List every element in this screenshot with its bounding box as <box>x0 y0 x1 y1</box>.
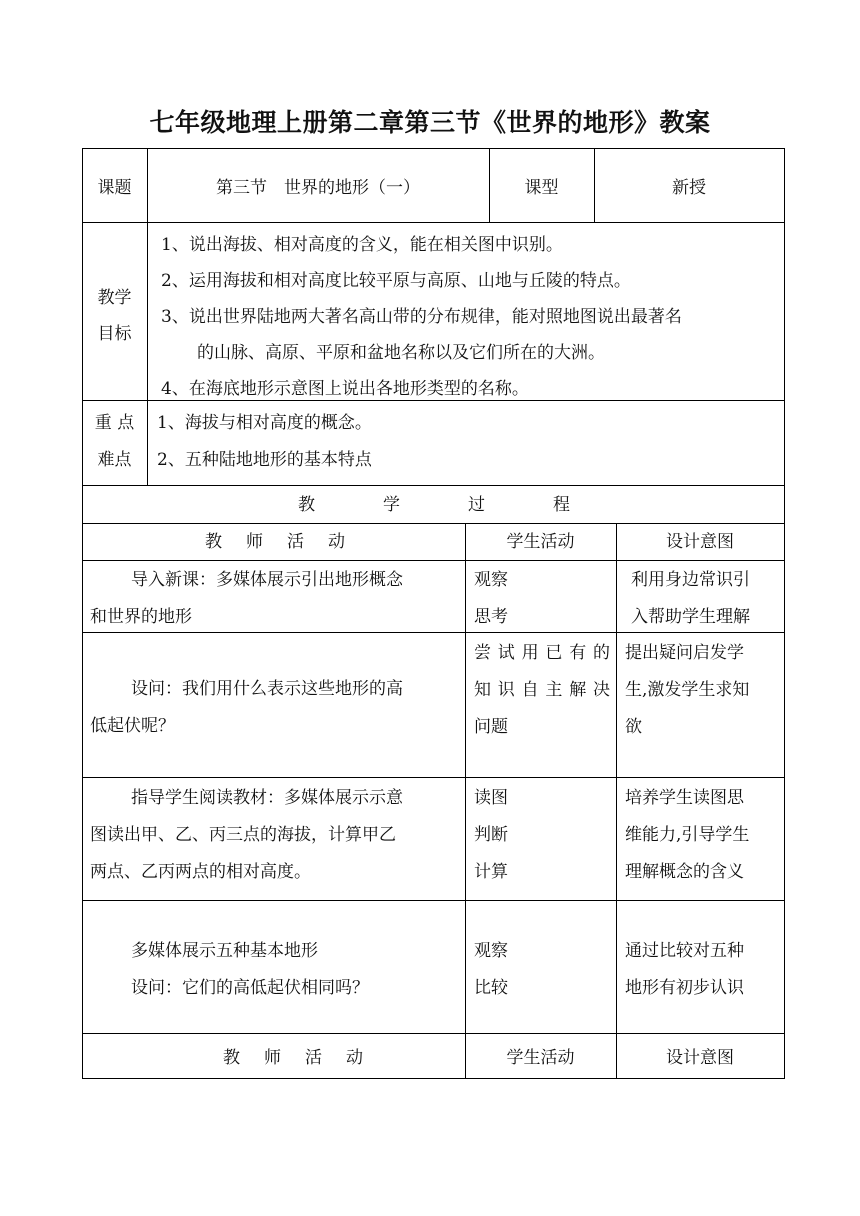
footer-header-intent: 设计意图 <box>666 1048 734 1068</box>
objective-item: 的山脉、高原、平原和盆地名称以及它们所在的大洲。 <box>197 343 605 363</box>
type-value: 新授 <box>672 178 706 198</box>
table-row-intent: 提出疑问启发学 生,激发学生求知 欲 <box>625 643 750 737</box>
table-row-student: 观察 比较 <box>474 941 508 998</box>
table-row-teacher: 导入新课：多媒体展示引出地形概念 和世界的地形 <box>90 570 403 627</box>
column-header-student: 学生活动 <box>506 532 575 552</box>
table-row-student: 尝试用已有的 知识自主解决 问题 <box>474 643 610 737</box>
column-header-teacher: 教 师 活 动 <box>205 532 345 552</box>
objective-item: 2、运用海拔和相对高度比较平原与高原、山地与丘陵的特点。 <box>161 271 631 291</box>
objective-item: 1、说出海拔、相对高度的含义，能在相关图中识别。 <box>161 235 563 255</box>
footer-header-teacher: 教 师 活 动 <box>223 1048 363 1068</box>
document-title: 七年级地理上册第二章第三节《世界的地形》教案 <box>149 108 711 137</box>
table-row-teacher: 指导学生阅读教材：多媒体展示示意 图读出甲、乙、丙三点的海拔，计算甲乙 两点、乙丙两点的相对高度。 <box>90 788 403 882</box>
objectives-label: 教学 目标 <box>97 288 132 344</box>
table-row-intent: 通过比较对五种 地形有初步认识 <box>625 941 744 998</box>
objective-item: 4、在海底地形示意图上说出各地形类型的名称。 <box>161 379 529 399</box>
objective-item: 3、说出世界陆地两大著名高山带的分布规律，能对照地图说出最著名 <box>161 307 682 327</box>
key-point-item: 1、海拔与相对高度的概念。 <box>157 413 372 433</box>
table-row-intent: 利用身边常识引 入帮助学生理解 <box>631 570 750 627</box>
key-points-list <box>157 405 372 479</box>
type-label: 课型 <box>524 178 559 198</box>
table-row-teacher: 设问：我们用什么表示这些地形的高 低起伏呢？ <box>90 679 403 736</box>
footer-header-student: 学生活动 <box>506 1048 575 1068</box>
table-row-intent: 培养学生读图思 维能力,引导学生 理解概念的含义 <box>625 788 750 882</box>
table-row-student: 观察 思考 <box>474 570 508 627</box>
topic-label: 课题 <box>97 178 132 198</box>
table-row-student: 读图 判断 计算 <box>474 788 508 882</box>
process-header: 教 学 过 程 <box>298 495 570 515</box>
table-row-teacher: 多媒体展示五种基本地形 设问：它们的高低起伏相同吗？ <box>131 941 369 998</box>
key-points-label: 重 点 难点 <box>94 413 135 470</box>
topic-value: 第三节 世界的地形（一） <box>216 178 420 198</box>
objectives-list <box>161 227 682 407</box>
key-point-item: 2、五种陆地地形的基本特点 <box>157 450 372 470</box>
column-header-intent: 设计意图 <box>666 532 734 552</box>
